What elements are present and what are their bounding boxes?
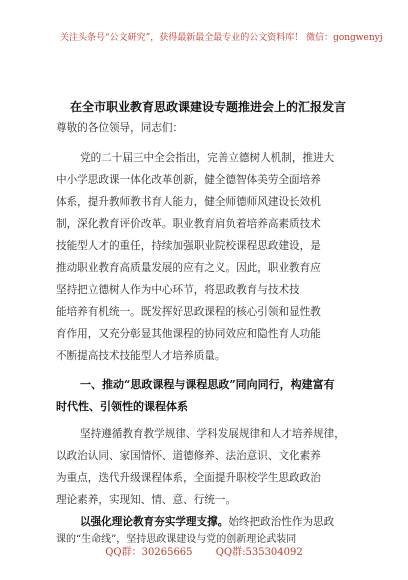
paragraph1-line-6: 推动职业教育高质量发展的应有之义。因此，职业教育应 xyxy=(56,262,321,274)
footer-qq-2: QQ群:535304092 xyxy=(215,547,303,558)
paragraph2-line-3: 为重点，迭代升级课程体系，全面提升职校学生思政政治 xyxy=(56,472,321,484)
paragraph2-line-4: 理论素养，实现知、情、意、行统一。 xyxy=(56,494,237,506)
paragraph3-line-1 xyxy=(80,514,380,529)
section1-heading-line-2: 时代性、引领性的课程体系 xyxy=(56,400,188,413)
paragraph2-line-1: 坚持遵循教育教学规律、学科发展规律和人才培养规律， xyxy=(80,428,345,440)
greeting: 尊敬的各位领导，同志们： xyxy=(56,122,184,134)
paragraph2-line-2: 以政治认同、家国情怀、道德修养、法治意识、文化素养 xyxy=(56,450,321,462)
paragraph1-line-7: 坚持把立德树人作为中心环节，将思政教育与技术技 xyxy=(56,284,300,296)
footer-qq-groups xyxy=(0,543,408,558)
paragraph1-line-5: 技能型人才的重任，持续加强职业院校课程思政建设，是 xyxy=(56,240,321,252)
document-title: 在全市职业教育思政课建设专题推进会上的汇报发言 xyxy=(70,100,347,114)
paragraph3-line-1-rest: 始终把政治性作为思政 xyxy=(228,516,335,528)
paragraph1-line-8: 能培养有机统一。既发挥好思政课程的核心引领和显性教 xyxy=(56,306,321,318)
paragraph1-line-4: 制，深化教育评价改革。职业教育肩负着培养高素质技术 xyxy=(56,218,321,230)
paragraph3-line-2: 课的“生命线”，坚持思政课建设与党的创新理论武装同 xyxy=(56,534,297,545)
paragraph1-line-1: 党的二十届三中全会指出，完善立德树人机制，推进大 xyxy=(80,152,335,164)
section1-heading-line-1: 一、推动“思政课程与课程思政”同向同行，构建富有 xyxy=(80,378,335,391)
paragraph1-line-3: 体系，提升教师教书育人能力，健全师德师风建设长效机 xyxy=(56,196,321,208)
footer-qq-1: QQ群：30265665 xyxy=(105,547,193,558)
paragraph1-line-9: 育作用，又充分彰显其他课程的协同效应和隐性育人功能 xyxy=(56,328,321,340)
paragraph1-line-2: 中小学思政课一体化改革创新，健全德智体美劳全面培养 xyxy=(56,174,321,186)
paragraph1-line-10: 不断提高技术技能型人才培养质量。 xyxy=(56,350,226,362)
header-banner: 关注头条号“公文研究”，获得最新最全最专业的公文资料库！ 微信：gongwenyj xyxy=(60,33,383,43)
paragraph3-lead: 以强化理论教育夯实学理支撑。 xyxy=(80,516,229,528)
